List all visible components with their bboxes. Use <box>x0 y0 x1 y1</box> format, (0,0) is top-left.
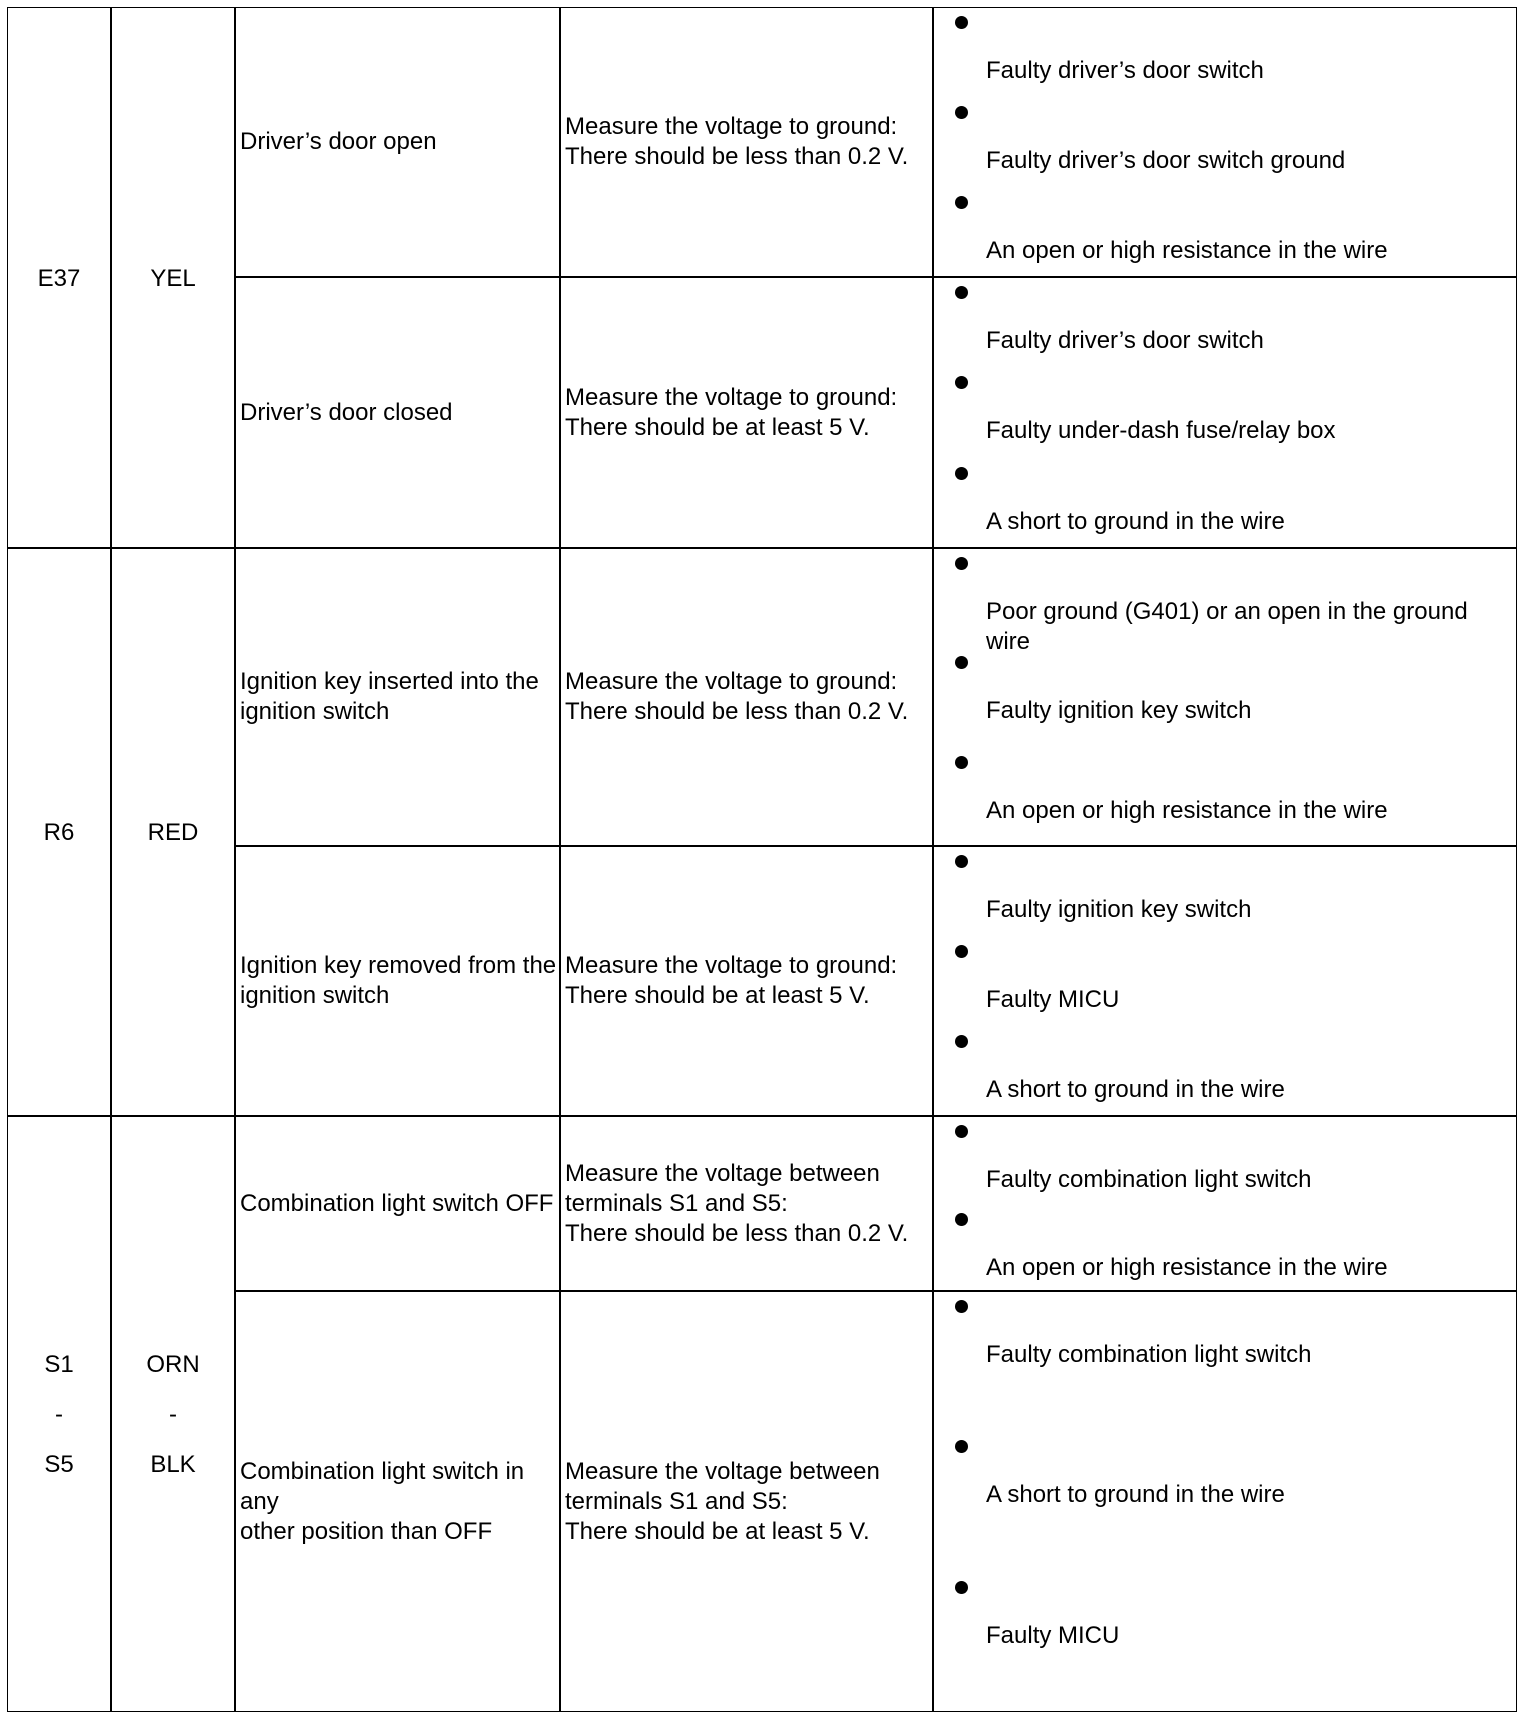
cause-item <box>934 549 1516 655</box>
bullet-icon <box>955 855 968 868</box>
possible-causes-cell <box>933 846 1517 1116</box>
possible-causes-cell <box>933 277 1517 548</box>
cause-item <box>934 368 1516 458</box>
cause-text: An open or high resistance in the wire <box>986 1253 1388 1281</box>
bullet-icon <box>955 1300 968 1313</box>
cause-text: Faulty driver’s door switch <box>986 327 1264 354</box>
wire-cell <box>111 1116 235 1712</box>
possible-causes-cell <box>933 1291 1517 1712</box>
bullet-icon <box>955 1035 968 1048</box>
test-cell: Measure the voltage to ground: There should be at least 5 V. <box>560 846 933 1116</box>
cause-text: An open or high resistance in the wire <box>986 237 1388 264</box>
cause-item <box>934 847 1516 937</box>
cause-item <box>934 278 1516 368</box>
condition-cell: Driver’s door closed <box>235 277 560 548</box>
wire-cell <box>111 548 235 1116</box>
bullet-icon <box>955 656 968 669</box>
bullet-icon <box>955 106 968 119</box>
test-cell: Measure the voltage between terminals S1 and S5: There should be less than 0.2 V. <box>560 1116 933 1291</box>
bullet-icon <box>955 376 968 389</box>
cause-text: Faulty ignition key switch <box>986 896 1252 923</box>
cause-text: A short to ground in the wire <box>986 507 1285 535</box>
wire-label: YEL <box>150 264 196 292</box>
cause-text: A short to ground in the wire <box>986 1481 1285 1509</box>
cause-text: Faulty driver’s door switch ground <box>986 147 1346 174</box>
bullet-icon <box>955 196 968 209</box>
cause-item <box>934 1117 1516 1205</box>
cause-item <box>934 1432 1516 1572</box>
bullet-icon <box>955 1213 968 1226</box>
cause-text: Poor ground (G401) or an open in the ground wire <box>986 598 1468 655</box>
test-cell: Measure the voltage to ground: There should be less than 0.2 V. <box>560 7 933 277</box>
test-cell: Measure the voltage to ground: There should be less than 0.2 V. <box>560 548 933 846</box>
wire-label: RED <box>147 819 199 846</box>
cause-item <box>934 1205 1516 1293</box>
terminal-label: S1 <box>44 1351 74 1378</box>
diagnostic-table <box>7 7 1517 1712</box>
bullet-icon <box>955 286 968 299</box>
terminal-cell <box>7 1116 111 1712</box>
wire-label: - <box>169 1401 177 1428</box>
bullet-icon <box>955 557 968 570</box>
cause-text: An open or high resistance in the wire <box>986 796 1388 824</box>
terminal-label: R6 <box>43 819 75 846</box>
cause-item <box>934 188 1516 278</box>
possible-causes-cell <box>933 1116 1517 1291</box>
condition-cell: Ignition key removed from the ignition switch <box>235 846 560 1116</box>
cause-item <box>934 937 1516 1027</box>
possible-causes-cell <box>933 7 1517 277</box>
cause-text: Faulty combination light switch <box>986 1166 1312 1193</box>
cause-item <box>934 1573 1516 1713</box>
cause-text: Faulty MICU <box>986 986 1120 1013</box>
cause-item <box>934 748 1516 847</box>
terminal-cell <box>7 7 111 548</box>
bullet-icon <box>955 16 968 29</box>
cause-text: Faulty combination light switch <box>986 1341 1312 1368</box>
bullet-icon <box>955 467 968 480</box>
cause-text: Faulty under-dash fuse/relay box <box>986 417 1336 445</box>
condition-cell: Ignition key inserted into the ignition switch <box>235 548 560 846</box>
cause-item <box>934 98 1516 188</box>
test-cell: Measure the voltage to ground: There should be at least 5 V. <box>560 277 933 548</box>
wire-cell <box>111 7 235 548</box>
bullet-icon <box>955 1440 968 1453</box>
terminal-label: - <box>55 1401 63 1428</box>
cause-item <box>934 648 1516 747</box>
cause-text: Faulty ignition key switch <box>986 697 1252 725</box>
terminal-label: S5 <box>44 1451 74 1478</box>
condition-cell: Driver’s door open <box>235 7 560 277</box>
test-cell: Measure the voltage between terminals S1 and S5: There should be at least 5 V. <box>560 1291 933 1712</box>
condition-cell: Combination light switch in any other position than OFF <box>235 1291 560 1712</box>
terminal-label: E37 <box>37 264 81 292</box>
cause-text: Faulty MICU <box>986 1621 1120 1649</box>
wire-label: ORN <box>146 1351 200 1378</box>
cause-text: A short to ground in the wire <box>986 1076 1285 1103</box>
cause-item <box>934 1292 1516 1432</box>
bullet-icon <box>955 756 968 769</box>
possible-causes-cell <box>933 548 1517 846</box>
bullet-icon <box>955 945 968 958</box>
bullet-icon <box>955 1581 968 1594</box>
cause-item <box>934 8 1516 98</box>
wire-label: BLK <box>150 1451 196 1478</box>
bullet-icon <box>955 1125 968 1138</box>
cause-item <box>934 1027 1516 1117</box>
cause-text: Faulty driver’s door switch <box>986 57 1264 84</box>
terminal-cell <box>7 548 111 1116</box>
cause-item <box>934 459 1516 549</box>
condition-cell: Combination light switch OFF <box>235 1116 560 1291</box>
